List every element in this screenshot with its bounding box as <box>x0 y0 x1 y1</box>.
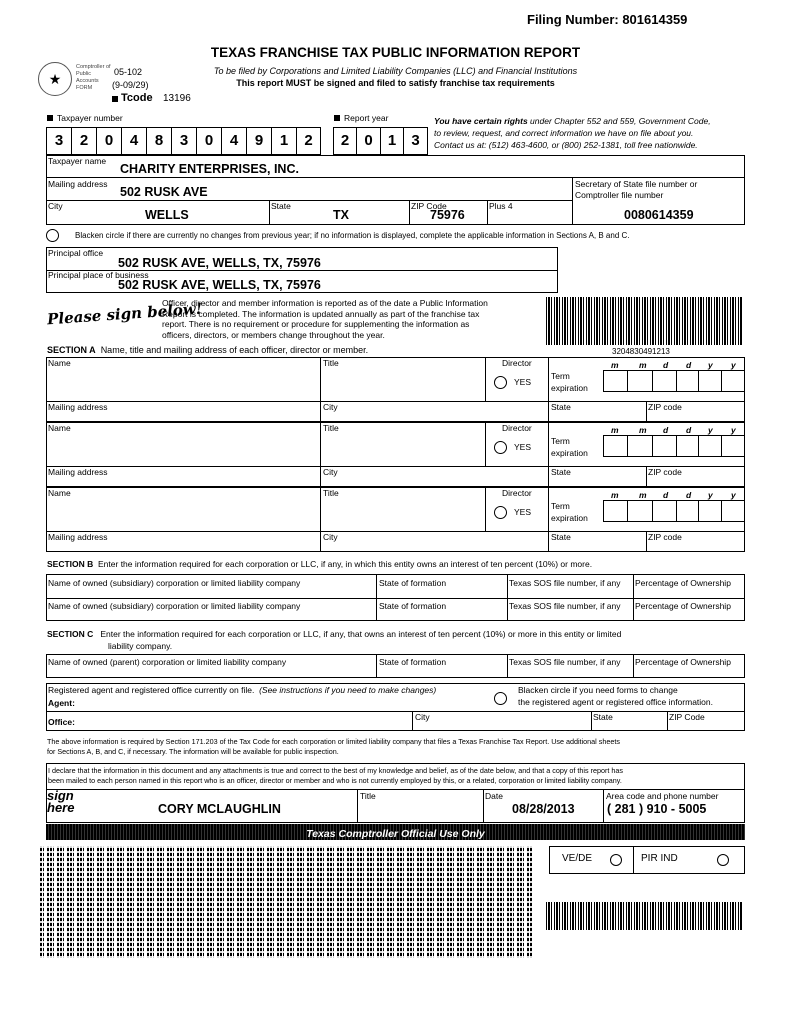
zip-label: ZIP Code <box>411 201 447 211</box>
state-label: State <box>271 201 291 211</box>
mailing-address-value[interactable]: 502 RUSK AVE <box>120 185 208 199</box>
term-label: Term <box>551 501 570 511</box>
director-label: Director <box>502 358 532 368</box>
officer-text-line: Report is completed. The information is updated annually as part of the franchise tax <box>162 308 480 319</box>
officer-name-label: Name <box>48 488 71 498</box>
date-letter: y <box>731 490 736 500</box>
pirind-label: PIR IND <box>641 853 678 864</box>
agent-circle-text: the registered agent or registered office information. <box>518 697 713 707</box>
officer-city-label: City <box>323 402 338 412</box>
tcode-label: Tcode <box>121 92 153 104</box>
date-letter: d <box>686 490 692 500</box>
date-letter: d <box>686 360 692 370</box>
director-yes-circle[interactable] <box>494 441 507 454</box>
section-a-heading <box>47 345 368 355</box>
form-subtitle: To be filed by Corporations and Limited Liability Companies (LLC) and Financial Institutions <box>213 66 578 76</box>
taxpayer-digit: 3 <box>172 128 197 154</box>
legal-text <box>47 737 620 756</box>
vede-label: VE/DE <box>562 853 593 864</box>
filing-number: Filing Number: 801614359 <box>527 12 688 27</box>
taxpayer-number-label: Taxpayer number <box>57 113 123 123</box>
zip-value[interactable]: 75976 <box>430 208 465 222</box>
declaration-line: I declare that the information in this document and any attachments is true and correct to the best of my knowledge and belief, as of the date below, and that a copy of this report has <box>48 766 623 775</box>
date-letter: y <box>708 490 713 500</box>
date-letter: d <box>686 425 692 435</box>
officer-zip-label: ZIP code <box>648 467 682 477</box>
rights-contact: Contact us at: (512) 463-4600, or (800) 252-1381, toll free nationwide. <box>434 140 698 150</box>
director-yes-label: YES <box>514 442 532 452</box>
year-digit: 2 <box>334 128 357 154</box>
director-yes-label: YES <box>514 377 532 387</box>
officer-title-label: Title <box>323 488 339 498</box>
director-yes-circle[interactable] <box>494 506 507 519</box>
date-letter: y <box>708 425 713 435</box>
agent-label: Agent: <box>48 698 75 708</box>
sign-word: sign <box>47 788 74 803</box>
director-yes-label: YES <box>514 507 532 517</box>
expiration-label: expiration <box>551 513 588 523</box>
officer-state-label: State <box>551 467 571 477</box>
sc-owned-label: Name of owned (parent) corporation or limited liability company <box>48 657 287 667</box>
taxpayer-digit: 9 <box>247 128 272 154</box>
sig-title-label: Title <box>360 791 376 801</box>
year-digit: 3 <box>411 132 420 149</box>
official-use-bar <box>46 824 745 840</box>
officer-city-label: City <box>323 467 338 477</box>
barcode-icon <box>546 297 742 345</box>
state-value[interactable]: TX <box>333 208 349 222</box>
officer-zip-label: ZIP code <box>648 532 682 542</box>
taxpayer-digit: 2 <box>72 128 97 154</box>
year-digit: 0 <box>357 128 381 154</box>
taxpayer-digit: 8 <box>147 128 172 154</box>
date-letter: m <box>611 490 619 500</box>
sos-label: Secretary of State file number or <box>575 179 698 189</box>
director-label: Director <box>502 423 532 433</box>
officer-city-label: City <box>323 532 338 542</box>
plus4-label: Plus 4 <box>489 201 513 211</box>
office-state-label: State <box>593 712 613 722</box>
date-letter: m <box>639 360 647 370</box>
director-yes-circle[interactable] <box>494 376 507 389</box>
section-c-text: Enter the information required for each corporation or LLC, if any, that owns an interest of ten percent (10%) or more in this entity or limited <box>100 629 622 639</box>
sig-date-value[interactable]: 08/28/2013 <box>512 802 575 816</box>
taxpayer-number-field[interactable] <box>46 127 321 155</box>
office-city-label: City <box>415 712 430 722</box>
principal-place-value[interactable]: 502 RUSK AVE, WELLS, TX, 75976 <box>118 278 321 292</box>
director-label: Director <box>502 488 532 498</box>
sb-pct-label: Percentage of Ownership <box>635 601 731 611</box>
barcode-number: 3204830491213 <box>612 347 670 356</box>
vede-circle[interactable] <box>610 854 622 866</box>
section-c-label: SECTION C <box>47 629 94 639</box>
officer-text-line: officers, directors, or members change throughout the year. <box>162 329 385 340</box>
pirind-circle[interactable] <box>717 854 729 866</box>
no-changes-circle[interactable] <box>46 229 59 242</box>
rights-bold: You have certain rights <box>434 116 528 126</box>
taxpayer-digit: 0 <box>197 128 222 154</box>
taxpayer-digit: 4 <box>122 128 147 154</box>
date-letter: y <box>708 360 713 370</box>
taxpayer-digit: 4 <box>222 128 247 154</box>
sb-pct-label: Percentage of Ownership <box>635 578 731 588</box>
principal-office-label: Principal office <box>48 248 104 258</box>
principal-office-value[interactable]: 502 RUSK AVE, WELLS, TX, 75976 <box>118 256 321 270</box>
term-label: Term <box>551 436 570 446</box>
officer-text-line: report. There is no requirement or procedure for supplementing the information as <box>162 319 470 329</box>
official-use-text: Texas Comptroller Official Use Only <box>306 828 485 840</box>
tcode-value: 13196 <box>163 93 191 104</box>
year-digit: 1 <box>381 128 404 154</box>
sb-sos-label: Texas SOS file number, if any <box>509 601 621 611</box>
report-year-label: Report year <box>344 113 389 123</box>
barcode-icon <box>546 902 742 930</box>
sos-value[interactable]: 0080614359 <box>624 208 694 222</box>
officer-state-label: State <box>551 532 571 542</box>
date-letter: m <box>639 490 647 500</box>
report-year-field[interactable] <box>333 127 428 155</box>
taxpayer-name-value[interactable]: CHARITY ENTERPRISES, INC. <box>120 162 299 176</box>
section-b-heading <box>47 559 592 569</box>
section-c-text: liability company. <box>108 641 173 651</box>
form-revision: (9-09/29) <box>112 80 149 90</box>
officer-info-text <box>162 298 488 340</box>
form-requirement: This report MUST be signed and filed to satisfy franchise tax requirements <box>236 78 555 88</box>
city-label: City <box>48 201 63 211</box>
section-b-text: Enter the information required for each corporation or LLC, if any, in which this entity owns an interest of ten percent (10%) or more. <box>98 559 593 569</box>
date-letter: m <box>611 425 619 435</box>
phone-label: Area code and phone number <box>606 791 719 801</box>
sb-owned-label: Name of owned (subsidiary) corporation or limited liability company <box>48 601 301 611</box>
sb-state-label: State of formation <box>379 601 447 611</box>
square-bullet-icon <box>334 115 340 121</box>
section-a-label: SECTION A <box>47 345 96 355</box>
date-letter: y <box>731 425 736 435</box>
phone-value[interactable]: ( 281 ) 910 - 5005 <box>607 802 707 816</box>
legal-line: for Sections A, B, and C, if necessary. The information will be available for public inspection. <box>47 746 339 756</box>
officer-mailing-label: Mailing address <box>48 532 108 542</box>
term-date-field[interactable] <box>603 500 745 522</box>
square-bullet-icon <box>47 115 53 121</box>
date-letter: d <box>663 425 669 435</box>
officer-mailing-label: Mailing address <box>48 402 108 412</box>
officer-title-label: Title <box>323 423 339 433</box>
sos-label: Comptroller file number <box>575 190 664 200</box>
expiration-label: expiration <box>551 448 588 458</box>
section-c-heading <box>47 628 621 652</box>
date-letter: d <box>663 490 669 500</box>
officer-mailing-label: Mailing address <box>48 467 108 477</box>
agent-instructions: (See instructions if you need to make changes) <box>259 685 437 695</box>
sc-pct-label: Percentage of Ownership <box>635 657 731 667</box>
agent-change-circle[interactable] <box>494 692 507 705</box>
city-value[interactable]: WELLS <box>145 208 189 222</box>
declaration-text <box>48 766 623 786</box>
2d-barcode-icon <box>40 846 532 958</box>
office-zip-label: ZIP Code <box>669 712 705 722</box>
sc-sos-label: Texas SOS file number, if any <box>509 657 621 667</box>
term-date-field[interactable] <box>603 435 745 457</box>
section-b-label: SECTION B <box>47 559 94 569</box>
officer-title-label: Title <box>323 358 339 368</box>
officer-zip-label: ZIP code <box>648 402 682 412</box>
agent-circle-text: Blacken circle if you need forms to change <box>518 685 678 695</box>
agent-text <box>48 685 436 695</box>
date-letter: d <box>663 360 669 370</box>
taxpayer-digit: 1 <box>272 128 297 154</box>
term-date-field[interactable] <box>603 370 745 392</box>
mailing-address-label: Mailing address <box>48 179 108 189</box>
date-letter: m <box>611 360 619 370</box>
officer-name-label: Name <box>48 423 71 433</box>
please-sign-text: Please sign below! <box>46 299 203 329</box>
legal-line: The above information is required by Section 171.203 of the Tax Code for each corporation or limited liability company that files a Texas Franchise Tax Report. Use additional sheets <box>47 737 620 746</box>
date-letter: m <box>639 425 647 435</box>
officer-name-label: Name <box>48 358 71 368</box>
sb-sos-label: Texas SOS file number, if any <box>509 578 621 588</box>
comptroller-seal-icon: ★ <box>38 62 72 96</box>
taxpayer-digit: 2 <box>304 132 313 149</box>
sign-here-label <box>47 790 74 814</box>
no-changes-text: Blacken circle if there are currently no changes from previous year; if no information is displayed, complete the applicable information in Sections A, B and C. <box>75 231 630 240</box>
sig-date-label: Date <box>485 791 503 801</box>
section-a-text: Name, title and mailing address of each officer, director or member. <box>100 345 369 355</box>
sb-owned-label: Name of owned (subsidiary) corporation or limited liability company <box>48 578 301 588</box>
office-label: Office: <box>48 717 75 727</box>
date-letter: y <box>731 360 736 370</box>
form-title: TEXAS FRANCHISE TAX PUBLIC INFORMATION REPORT <box>210 45 581 60</box>
sb-state-label: State of formation <box>379 578 447 588</box>
officer-state-label: State <box>551 402 571 412</box>
principal-place-label: Principal place of business <box>48 270 149 280</box>
taxpayer-digit: 3 <box>47 128 72 154</box>
here-word: here <box>47 800 75 815</box>
rights-text: under Chapter 552 and 559, Government Code, <box>527 116 711 126</box>
tcode-square-icon <box>112 96 118 102</box>
rights-notice <box>434 115 711 151</box>
seal-caption: Comptroller of Public Accounts FORM <box>76 64 111 91</box>
taxpayer-digit: 0 <box>97 128 122 154</box>
form-number: 05-102 <box>114 67 143 77</box>
signer-name[interactable]: CORY MCLAUGHLIN <box>158 802 281 816</box>
rights-text: to review, request, and correct information we have on file about you. <box>434 128 694 138</box>
declaration-line: been mailed to each person named in this report who is an officer, director or member and who is not currently employed by this, or a related, corporation or limited liability company. <box>48 776 622 785</box>
sc-state-label: State of formation <box>379 657 447 667</box>
term-label: Term <box>551 371 570 381</box>
agent-desc: Registered agent and registered office currently on file. <box>48 685 255 695</box>
officer-text-line: Officer, director and member information is reported as of the date a Public Information <box>162 298 488 308</box>
taxpayer-name-label: Taxpayer name <box>48 156 107 166</box>
expiration-label: expiration <box>551 383 588 393</box>
